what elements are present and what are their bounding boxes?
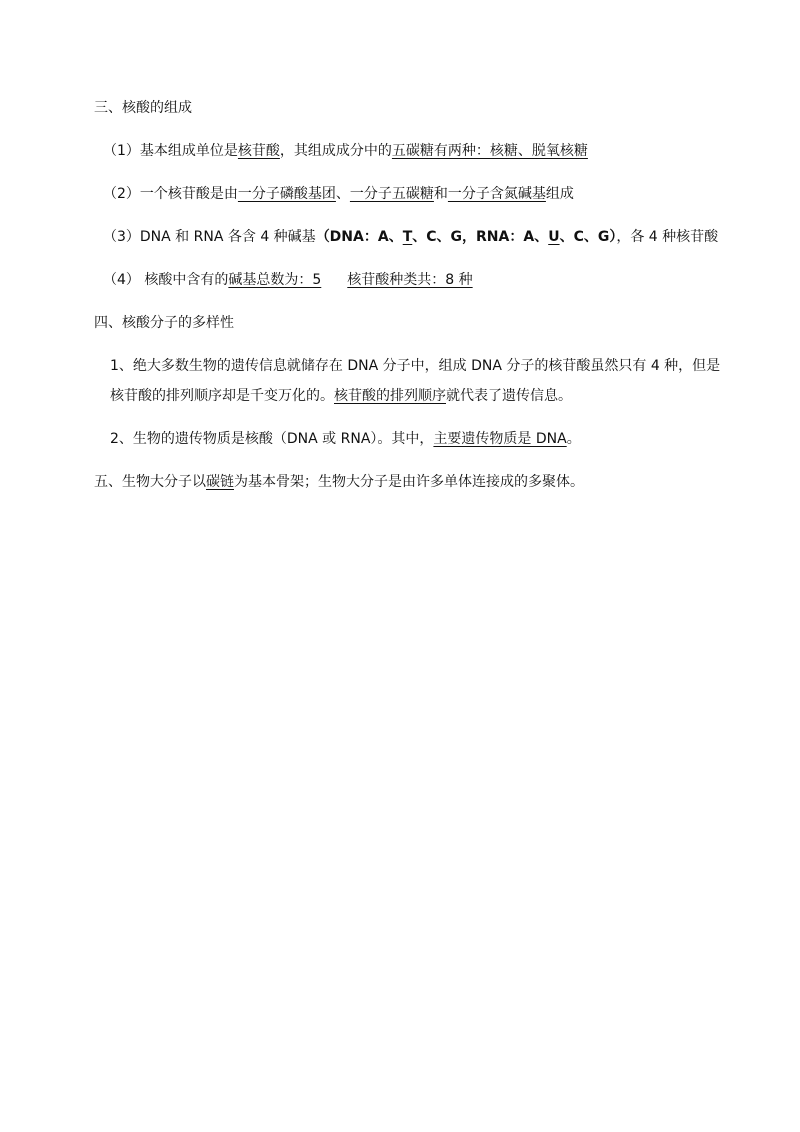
- item-2-underline-1: 一分子磷酸基团: [237, 186, 336, 202]
- item-2-underline-2: 一分子五碳糖: [349, 186, 434, 202]
- item-1-underline-2: 五碳糖有两种：核糖、脱氧核糖: [391, 143, 588, 159]
- paragraph-2-prefix: 2、生物的遗传物质是核酸（DNA 或 RNA）。其中，: [110, 431, 434, 447]
- item-4-underline-2: 核苷酸种类共：8 种: [347, 272, 473, 288]
- paragraph-1-line-2-prefix: 核苷酸的排列顺序却是千变万化的。: [110, 388, 334, 404]
- item-3-bold-1: （DNA：A、: [315, 229, 403, 245]
- paragraph-2-underline: 主要遗传物质是 DNA: [433, 431, 567, 447]
- section-5-prefix: 五、生物大分子以: [94, 474, 206, 490]
- item-2-underline-3: 一分子含氮碱基: [447, 186, 546, 202]
- item-1-underline-1: 核苷酸: [237, 143, 280, 159]
- paragraph-1-line-2: [110, 386, 572, 406]
- paragraph-2-suffix: 。: [566, 431, 581, 447]
- section-5-suffix: 为基本骨架；生物大分子是由许多单体连接成的多聚体。: [234, 474, 584, 490]
- item-3-prefix: （3）DNA 和 RNA 各含 4 种碱基: [103, 229, 316, 245]
- item-4-underline-1: 碱基总数为：5: [228, 272, 322, 288]
- paragraph-1-line-2-suffix: 就代表了遗传信息。: [446, 388, 572, 404]
- item-3: [103, 227, 718, 247]
- item-3-bold-underline-1: T: [402, 229, 413, 245]
- item-2-prefix: （2）一个核苷酸是由: [103, 186, 238, 202]
- item-4: [103, 270, 473, 290]
- paragraph-1-underline: 核苷酸的排列顺序: [334, 388, 446, 404]
- item-2-sep-2: 和: [433, 186, 448, 202]
- item-2-suffix: 组成: [545, 186, 574, 202]
- section-4-heading: 四、核酸分子的多样性: [94, 315, 234, 331]
- item-1: [103, 141, 588, 161]
- item-1-mid: ，其组成成分中的: [279, 143, 392, 159]
- item-2: [103, 184, 574, 204]
- section-5-underline: 碳链: [206, 474, 234, 490]
- item-2-sep-1: 、: [335, 186, 350, 202]
- paragraph-1-line-1: 1、绝大多数生物的遗传信息就储存在 DNA 分子中，组成 DNA 分子的核苷酸虽然只有 4 种，但是: [110, 358, 721, 374]
- item-3-suffix: ，各 4 种核苷酸: [616, 229, 719, 245]
- item-4-prefix: （4） 核酸中含有的: [103, 272, 229, 288]
- item-3-bold-2: 、C、G，RNA：A、: [412, 229, 549, 245]
- section-5: [94, 472, 584, 492]
- item-1-prefix: （1）基本组成单位是: [103, 143, 238, 159]
- paragraph-2: [110, 429, 581, 449]
- section-3-heading: 三、核酸的组成: [94, 100, 192, 116]
- item-3-bold-underline-2: U: [548, 229, 560, 245]
- item-3-bold-3: 、C、G）: [559, 229, 617, 245]
